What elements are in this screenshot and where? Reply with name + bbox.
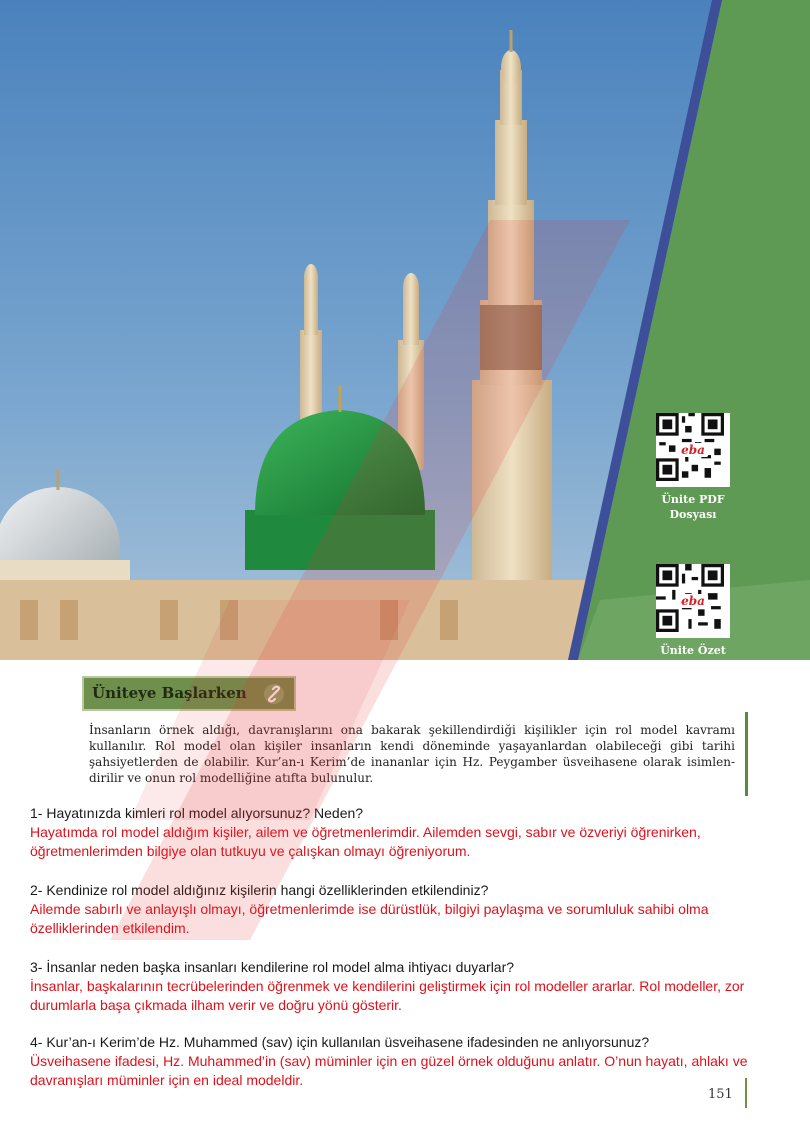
intro-divider [745,712,748,796]
question-text: 1- Hayatınızda kimleri rol model alıyorsunuz? Neden? [30,805,364,821]
qr-caption-line: Dosyası [669,508,717,521]
qr-caption-summary [638,643,748,658]
eba-badge: eba [678,443,708,457]
eba-badge: eba [678,594,708,608]
qr-caption-pdf [638,492,748,522]
unit-intro-text: İnsanların örnek aldığı, davranışlarını ona bakarak şekillendirdiği kişilikler için rol model kavramı kullanılır. Rol model olan kişiler insanların kendi döneminde yaşayanlardan olabileceği gibi tarihi şahsiyetlerden de olabilir. Kur’an-ı Kerim’de inananlar için Hz. Peygamber üsveihasene olarak isimlen-dirilir ve onun rol modelliğine atıfta bulunulur. [89,723,735,785]
question-text: 2- Kendinize rol model aldığınız kişilerin hangi özelliklerinden etkilendiniz? [30,882,489,898]
qr-caption-line: Ünite Özet [660,644,726,657]
qr-code-summary[interactable] [656,564,730,638]
question-block [30,804,795,861]
question-block [30,1033,795,1090]
page-number-divider [745,1078,747,1108]
link-icon [262,683,286,705]
answer-text: Üsveihasene ifadesi, Hz. Muhammed’in (sav) müminler için en güzel örnek olduğunu anlatır. O’nun hayatı, ahlakı ve davranışları müminler için en ideal modeldir. [30,1053,748,1088]
question-text: 3- İnsanlar neden başka insanları kendilerine rol model alma ihtiyacı duyarlar? [30,959,515,975]
question-block [30,958,795,1015]
question-block [30,881,795,938]
qr-caption-line: Ünite PDF [661,493,725,506]
unit-intro-header [82,676,296,711]
page-number: 151 [708,1087,733,1102]
unit-intro-title: Üniteye Başlarken [92,684,247,702]
answer-text: Hayatımda rol model aldığım kişiler, ailem ve öğretmenlerimdir. Ailemden sevgi, sabır ve özveriyi öğrenirken, öğretmenlerimden bilgiye olan tutkuyu ve çalışkan olmayı öğreniyorum. [30,824,701,859]
qr-code-pdf[interactable] [656,413,730,487]
answer-text: İnsanlar, başkalarının tecrübelerinden öğrenmek ve kendilerini geliştirmek için rol modeller ararlar. Rol modeller, zor durumlarla başa çıkmada ilham verir ve doğru yönü gösterir. [30,978,745,1013]
answer-text: Ailemde sabırlı ve anlayışlı olmayı, öğretmenlerimde ise dürüstlük, bilgiyi paylaşma ve sorumluluk sahibi olma özelliklerinden etkilendim. [30,901,709,936]
question-text: 4- Kur’an-ı Kerim’de Hz. Muhammed (sav) için kullanılan üsveihasene ifadesinden ne anlıyorsunuz? [30,1034,650,1050]
